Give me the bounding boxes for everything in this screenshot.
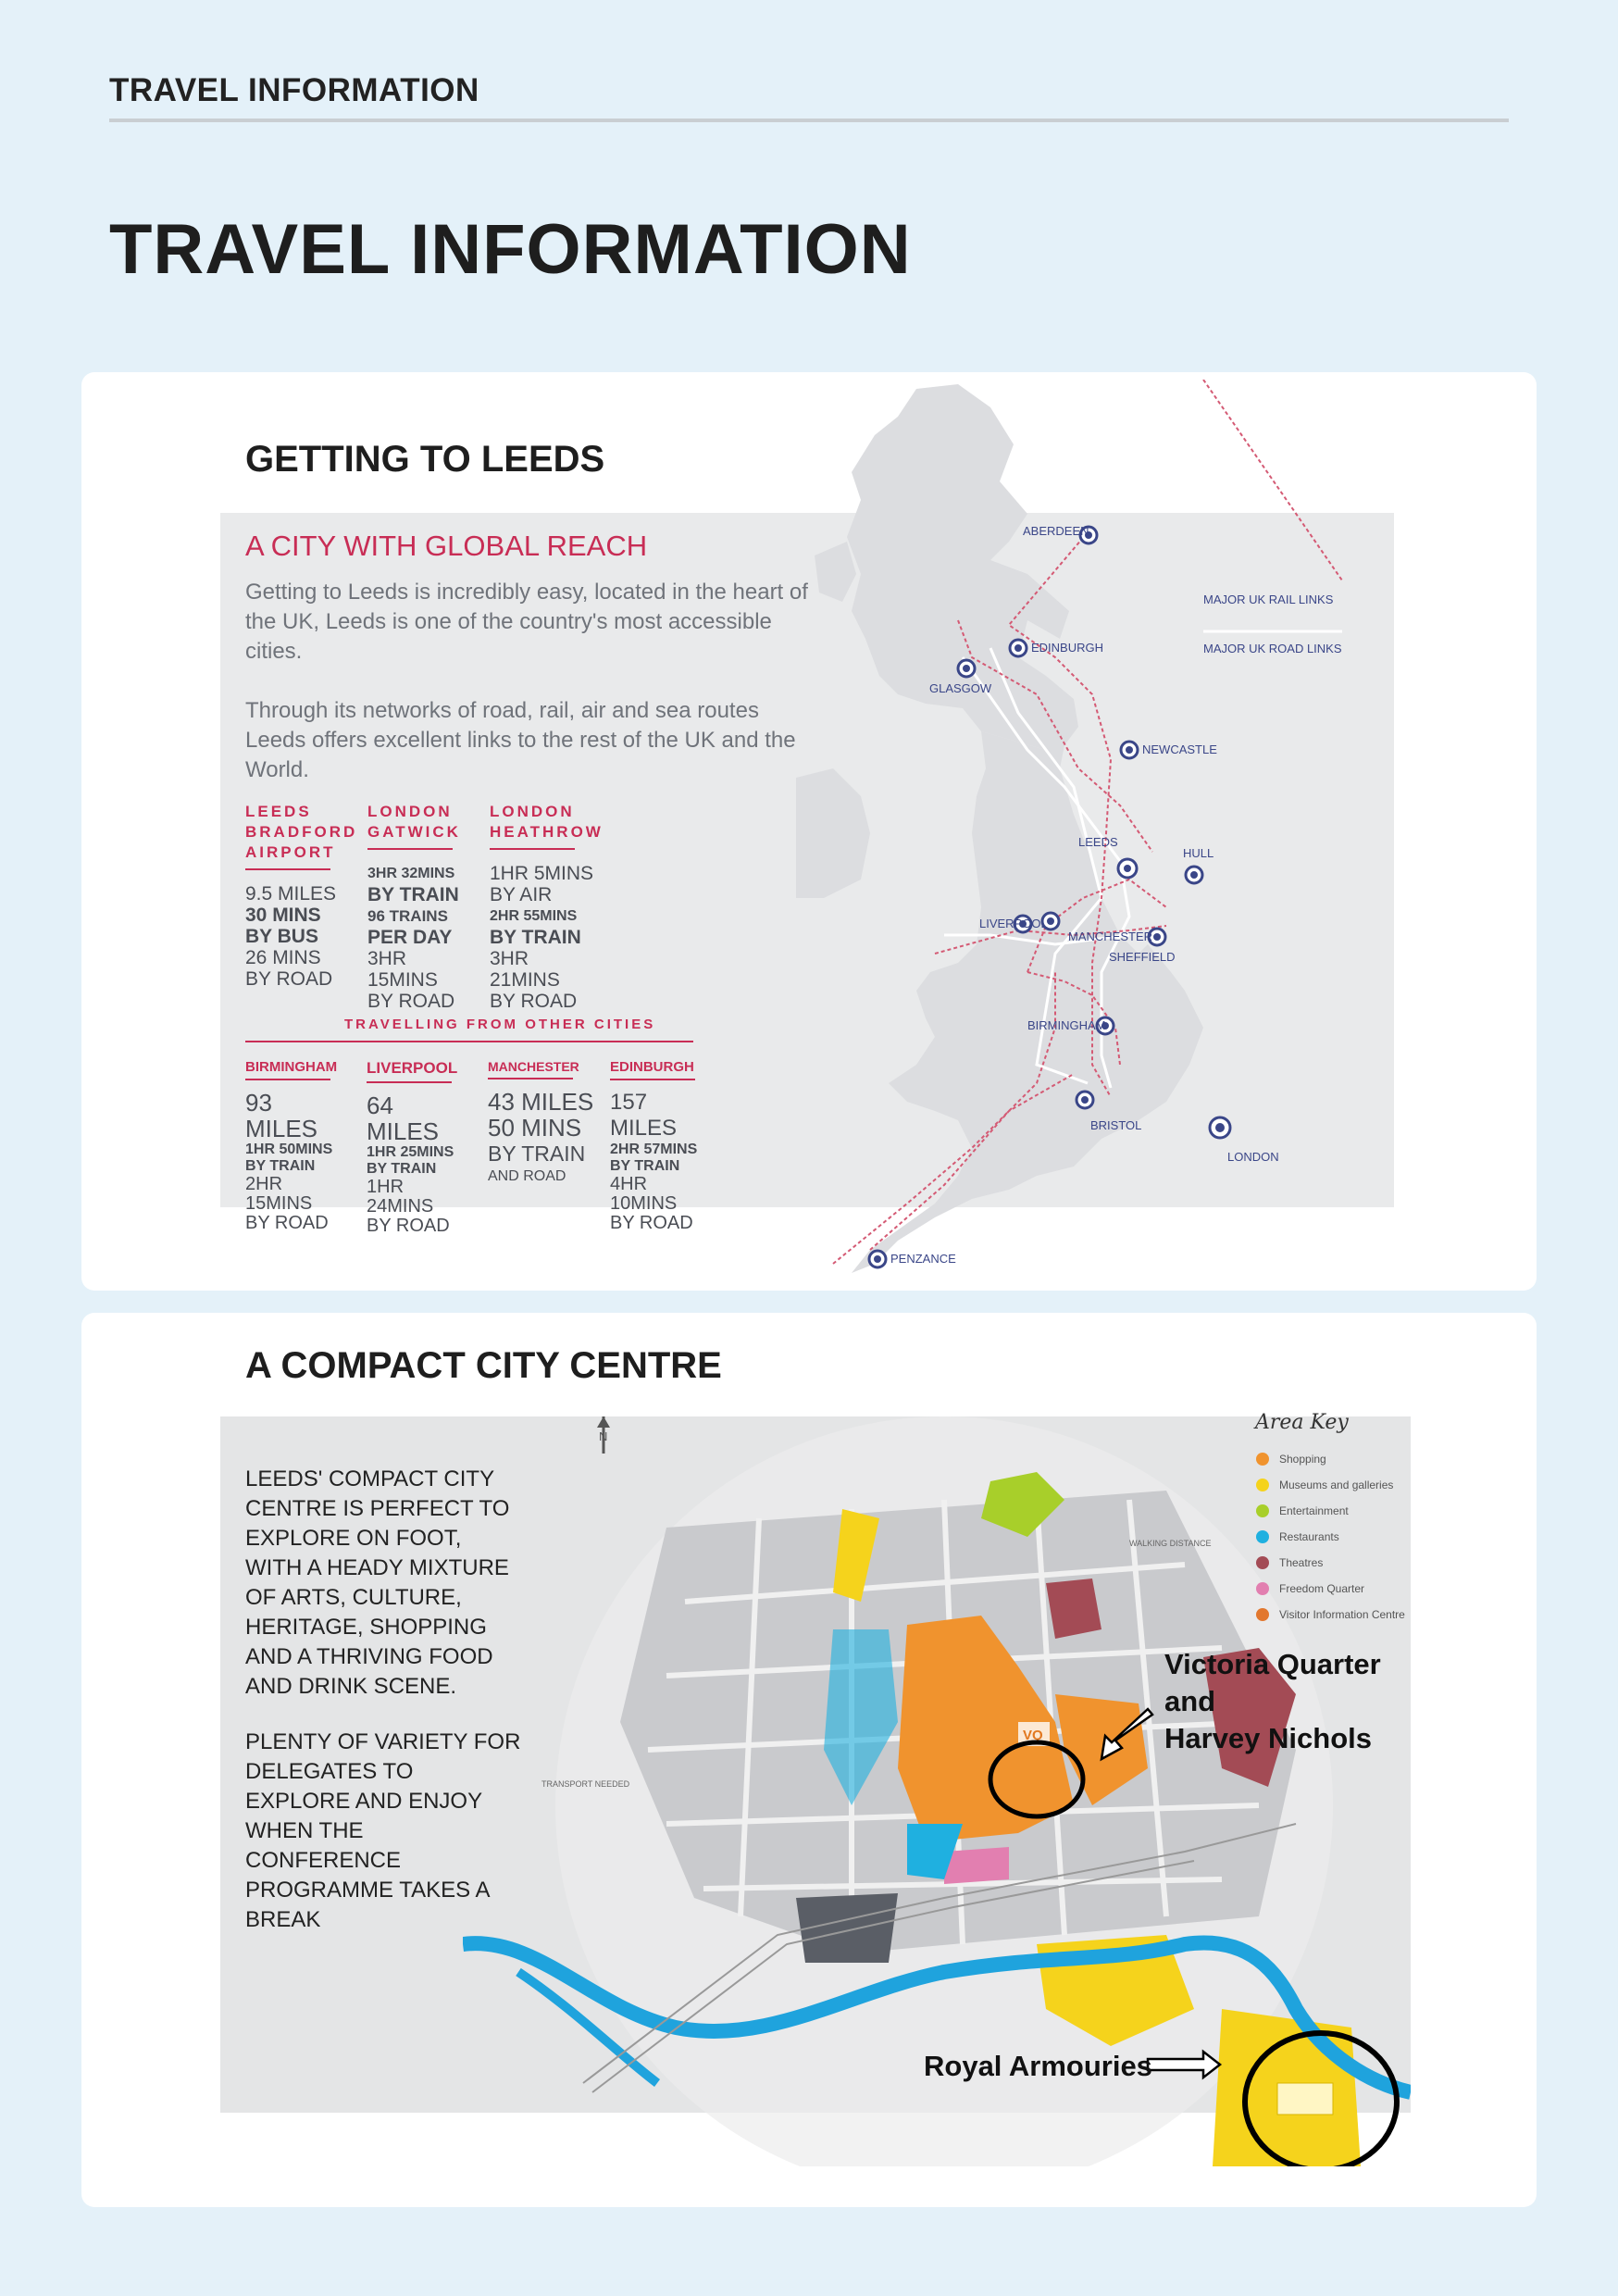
marker-dot [1126,746,1133,754]
marker-dot [1153,933,1161,941]
marker-dot [874,1255,881,1263]
liverpool-label: LIVERPOOL [979,917,1048,930]
stat-rule [610,1079,695,1080]
legend-rail-label: MAJOR UK RAIL LINKS [1203,593,1334,606]
intro-paragraph-2: Through its networks of road, rail, air and sea routes Leeds offers excellent links to the rest of the UK and the World. [245,698,796,782]
city-line: 43 MILES [488,1088,594,1116]
getting-to-leeds-title: GETTING TO LEEDS [245,439,605,480]
annotation-line: Victoria Quarter [1164,1648,1381,1680]
stat-line: BY ROAD [490,991,578,1012]
stat-line: 3HR 21MINS [490,948,560,991]
theatre-zone [1046,1578,1101,1639]
marker-dot [1190,871,1198,879]
stat-line: BY TRAIN [367,884,459,905]
city-stat-liverpool [367,1059,468,1236]
glasgow-label: GLASGOW [929,681,992,695]
manchester-label: MANCHESTER [1068,930,1153,943]
stat-line: BY TRAIN [490,927,581,948]
stat-line: 26 MINS [245,947,321,968]
entertainment-key-icon [1256,1504,1269,1517]
freedom-quarter-zone [944,1847,1009,1884]
stat-rule [245,1079,330,1080]
sheffield-label: SHEFFIELD [1109,950,1176,964]
marker-dot [1014,644,1022,652]
museums-key-icon [1256,1479,1269,1491]
city-line: BY ROAD [610,1213,693,1233]
city-line: 2HR 15MINS [245,1174,313,1214]
north-label: N [599,1429,608,1443]
city-stat-edinburgh [610,1059,712,1233]
city-line: BY ROAD [367,1216,450,1236]
edinburgh-label: EDINBURGH [1031,641,1104,655]
marker-dot [1215,1123,1225,1132]
north-arrow-head-icon [597,1416,610,1428]
city-line: AND ROAD [488,1168,566,1184]
header-label: TRAVEL INFORMATION [109,72,479,108]
stat-rule [245,868,330,870]
london-label: LONDON [1227,1150,1279,1164]
birmingham-label: BIRMINGHAM [1027,1018,1106,1032]
royal-armouries-building [1277,2083,1333,2115]
stat-line: BY ROAD [367,991,455,1012]
airport-stat-leeds-bradford [245,802,356,990]
stat-line: 9.5 MILES [245,883,337,905]
theatres-key-icon [1256,1556,1269,1569]
annotation-line: and [1164,1685,1216,1717]
annotation-line: Harvey Nichols [1164,1722,1372,1754]
newcastle-label: NEWCASTLE [1142,742,1217,756]
penzance-label: PENZANCE [890,1252,956,1266]
city-line: 1HR 50MINS [245,1142,333,1157]
airport-stat-heathrow [490,802,604,1012]
victoria-quarter-annotation [1164,1646,1381,1757]
marker-dot [1047,917,1054,925]
city-line: 1HR 25MINS [367,1144,454,1160]
city-name: LIVERPOOL [367,1059,458,1077]
city-line: 4HR 10MINS [610,1174,678,1214]
stat-line: 3HR 15MINS [367,948,438,991]
stat-rule [367,848,453,850]
compact-paragraph-1: LEEDS' COMPACT CITY CENTRE IS PERFECT TO EXPLORE ON FOOT, WITH A HEADY MIXTURE OF ARTS, CULTURE, HERITAGE, SHOPPING AND A THRIVING FOOD AND DRINK SCENE. [245,1466,510,1699]
city-line: BY TRAIN [245,1158,316,1174]
city-line: BY TRAIN [610,1158,680,1174]
stat-line: 96 TRAINS [367,907,448,925]
england-wales-shape [852,731,1203,1273]
key-item-label: Entertainment [1279,1504,1349,1517]
key-item-label: Freedom Quarter [1279,1582,1365,1595]
marker-dot [963,665,970,672]
marker-dot [1124,865,1131,872]
uk-map [796,380,1407,1287]
vq-label: VQ [1023,1728,1043,1743]
city-stat-manchester [488,1059,599,1186]
western-isles-shape [815,542,856,602]
bristol-label: BRISTOL [1090,1118,1142,1132]
stat-line: 3HR 32MINS [367,866,455,881]
legend-rail-line [1203,380,1342,580]
city-name: BIRMINGHAM [245,1059,338,1075]
stat-rule [490,848,575,850]
airport-name: LONDON GATWICK [367,803,461,841]
visitor-info-key-icon [1256,1608,1269,1621]
ireland-shape [796,768,870,898]
shopping-key-icon [1256,1453,1269,1466]
intro-paragraph-1: Getting to Leeds is incredibly easy, located in the heart of the UK, Leeds is one of the country's most accessible cities. [245,580,808,664]
global-reach-subtitle: A CITY WITH GLOBAL REACH [245,530,648,562]
scotland-shape [847,384,1078,768]
compact-city-title: A COMPACT CITY CENTRE [245,1345,722,1386]
header-divider [109,119,1509,122]
stat-line: 2HR 55MINS [490,908,578,924]
leeds-label: LEEDS [1078,835,1118,849]
area-key-items [1256,1453,1405,1621]
city-line: 1HR 24MINS [367,1177,434,1217]
transport-needed-label: TRANSPORT NEEDED [541,1779,630,1789]
restaurants-key-icon [1256,1530,1269,1543]
city-line: 2HR 57MINS [610,1142,698,1157]
city-line: 93 MILES [245,1089,318,1142]
royal-armouries-annotation: Royal Armouries [924,2050,1152,2082]
other-cities-heading: TRAVELLING FROM OTHER CITIES [344,1017,656,1032]
stat-rule [488,1078,573,1079]
legend-road-label: MAJOR UK ROAD LINKS [1203,642,1342,655]
area-key [1240,1403,1407,1639]
city-line: 64 MILES [367,1092,440,1145]
stat-rule [367,1081,452,1083]
key-item-label: Museums and galleries [1279,1479,1394,1491]
hull-label: HULL [1183,846,1214,860]
area-key-title: Area Key [1255,1411,1349,1434]
key-item-label: Theatres [1279,1556,1324,1569]
city-line: 157 MILES [610,1090,678,1141]
walking-distance-label: WALKING DISTANCE [1129,1539,1212,1548]
city-line: BY TRAIN [367,1161,437,1177]
stat-line: BY ROAD [245,968,333,990]
stat-line: BY AIR [490,884,553,905]
page-title: TRAVEL INFORMATION [109,210,912,289]
key-item-label: Shopping [1279,1453,1326,1466]
airport-stat-gatwick [367,802,479,1012]
city-stat-birmingham [245,1059,347,1233]
freedom-quarter-key-icon [1256,1582,1269,1595]
stat-line: 30 MINS [245,905,321,926]
airport-name: LONDON HEATHROW [490,803,604,841]
stat-line: 1HR 5MINS [490,863,594,884]
key-item-label: Visitor Information Centre [1279,1608,1405,1621]
key-item-label: Restaurants [1279,1530,1339,1543]
aberdeen-label: ABERDEEN [1023,524,1089,538]
city-line: BY TRAIN [488,1142,586,1166]
city-name: EDINBURGH [610,1059,694,1075]
airport-name: LEEDS BRADFORD AIRPORT [245,803,358,861]
city-line: BY ROAD [245,1213,329,1233]
stat-line: PER DAY [367,927,453,948]
stat-line: BY BUS [245,926,318,947]
city-name: MANCHESTER [488,1059,579,1074]
city-line: 50 MINS [488,1114,582,1142]
other-cities-rule [245,1041,693,1042]
compact-paragraph-2: PLENTY OF VARIETY FOR DELEGATES TO EXPLORE AND ENJOY WHEN THE CONFERENCE PROGRAMME TAKES A BREAK [245,1729,521,1932]
marker-dot [1081,1096,1089,1104]
